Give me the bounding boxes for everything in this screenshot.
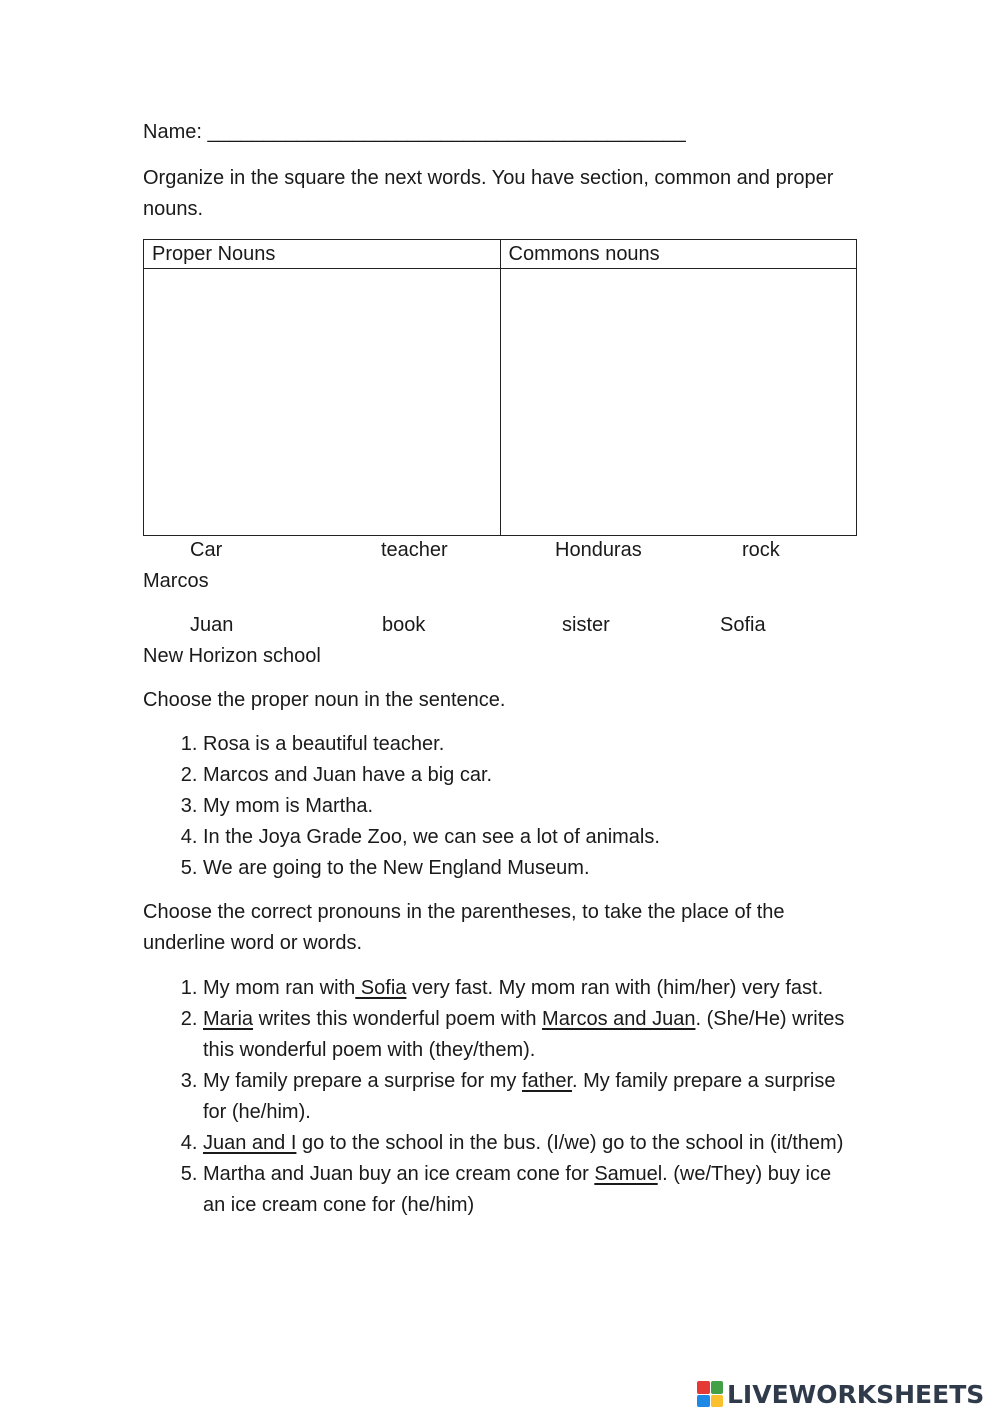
proper-nouns-header: Proper Nouns xyxy=(144,240,501,269)
list-item[interactable] xyxy=(203,973,853,1004)
sentence-text: . (She/He) writes this wonderful poem with (they/them). xyxy=(203,1008,845,1061)
underlined-word: Samue xyxy=(594,1163,658,1185)
word-bank-item[interactable]: book xyxy=(382,614,426,636)
word-bank-item[interactable]: teacher xyxy=(381,539,448,561)
list-item[interactable] xyxy=(203,1004,853,1066)
section1-instruction: Organize in the square the next words. You have section, common and proper nouns. xyxy=(143,167,834,220)
underlined-word: Marcos and Juan xyxy=(542,1008,696,1030)
section3-instruction: Choose the correct pronouns in the parentheses, to take the place of the underline word or words. xyxy=(143,901,785,954)
proper-noun-sentence-list xyxy=(143,729,853,884)
liveworksheets-logo xyxy=(697,1378,984,1410)
logo-icon xyxy=(697,1381,723,1407)
list-item[interactable]: 5. We are going to the New England Museum. xyxy=(203,853,853,884)
sentence-text: . My family prepare a surprise for (he/him). xyxy=(203,1070,836,1123)
common-nouns-header: Commons nouns xyxy=(500,240,857,269)
list-item[interactable] xyxy=(203,1128,853,1159)
underlined-word: Sofia xyxy=(355,977,407,999)
nouns-table xyxy=(143,239,857,536)
list-item[interactable] xyxy=(203,1066,853,1128)
proper-nouns-drop-area[interactable] xyxy=(144,269,501,536)
sentence-text: My family prepare a surprise for my xyxy=(203,1070,522,1092)
sentence-text: l. (we/They) buy ice an ice cream cone for (he/him) xyxy=(203,1163,832,1216)
list-item[interactable]: 3. My mom is Martha. xyxy=(203,791,853,822)
underlined-word: Juan and I xyxy=(203,1132,297,1154)
word-bank-item[interactable]: rock xyxy=(742,539,780,561)
list-item[interactable] xyxy=(203,1159,853,1221)
name-field-label: Name: ___________________________________________ xyxy=(143,121,686,143)
common-nouns-drop-area[interactable] xyxy=(500,269,857,536)
underlined-word: Maria xyxy=(203,1008,254,1030)
sentence-text: very fast. My mom ran with (him/her) very fast. xyxy=(406,977,824,999)
pronoun-sentence-list xyxy=(143,973,853,1221)
list-item[interactable]: 4. In the Joya Grade Zoo, we can see a lot of animals. xyxy=(203,822,853,853)
logo-text: LIVEWORKSHEETS xyxy=(727,1379,985,1409)
sentence-text: My mom ran with xyxy=(203,977,356,999)
list-item[interactable]: 2. Marcos and Juan have a big car. xyxy=(203,760,853,791)
sentence-text: writes this wonderful poem with xyxy=(253,1008,543,1030)
list-item[interactable]: 1. Rosa is a beautiful teacher. xyxy=(203,729,853,760)
word-bank-item[interactable]: Marcos xyxy=(143,570,209,592)
word-bank-item[interactable]: New Horizon school xyxy=(143,645,321,667)
word-bank-item[interactable]: Juan xyxy=(190,614,234,636)
section2-instruction: Choose the proper noun in the sentence. xyxy=(143,689,506,711)
underlined-word: father xyxy=(521,1070,573,1092)
word-bank-item[interactable]: Honduras xyxy=(555,539,642,561)
word-bank-item[interactable]: Sofia xyxy=(720,614,766,636)
word-bank-item[interactable]: Car xyxy=(190,539,223,561)
sentence-text: go to the school in the bus. (I/we) go to the school in (it/them) xyxy=(296,1132,844,1154)
word-bank-item[interactable]: sister xyxy=(562,614,610,636)
sentence-text: Martha and Juan buy an ice cream cone for xyxy=(203,1163,595,1185)
